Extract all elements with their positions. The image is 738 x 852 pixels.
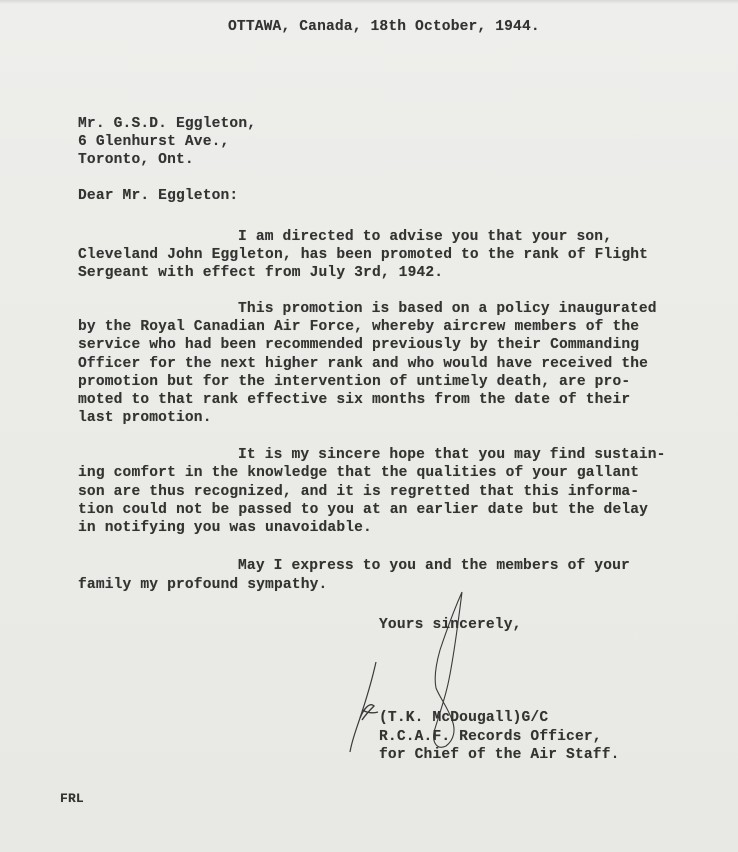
recipient-street: 6 Glenhurst Ave., (78, 134, 230, 150)
closing: Yours sincerely, (379, 617, 522, 633)
paragraph-3-line: tion could not be passed to you at an earlier date but the delay (78, 502, 649, 518)
paragraph-3-line: It is my sincere hope that you may find sustain- (238, 447, 666, 463)
paragraph-2-line: Officer for the next higher rank and who would have received the (78, 356, 649, 372)
dateline: OTTAWA, Canada, 18th October, 1944. (228, 19, 540, 35)
signatory-name: (T.K. McDougall)G/C (379, 710, 549, 726)
signatory-title: R.C.A.F. Records Officer, (379, 729, 602, 745)
paragraph-4-line: May I express to you and the members of your (238, 558, 630, 574)
paragraph-3-line: son are thus recognized, and it is regretted that this informa- (78, 484, 640, 500)
paragraph-2-line: last promotion. (78, 410, 212, 426)
paragraph-2-line: service who had been recommended previously by their Commanding (78, 337, 640, 353)
paragraph-2-line: This promotion is based on a policy inaugurated (238, 301, 657, 317)
paragraph-2-line: promotion but for the intervention of untimely death, are pro- (78, 374, 631, 390)
paragraph-3-line: in notifying you was unavoidable. (78, 520, 372, 536)
paragraph-1-line: Cleveland John Eggleton, has been promoted to the rank of Flight (78, 247, 649, 263)
paragraph-4-line: family my profound sympathy. (78, 577, 328, 593)
signatory-for: for Chief of the Air Staff. (379, 747, 620, 763)
recipient-name: Mr. G.S.D. Eggleton, (78, 116, 257, 132)
paragraph-1-line: Sergeant with effect from July 3rd, 1942. (78, 265, 444, 281)
recipient-city: Toronto, Ont. (78, 152, 194, 168)
salutation: Dear Mr. Eggleton: (78, 188, 239, 204)
typist-initials: FRL (60, 791, 84, 806)
paragraph-1-line: I am directed to advise you that your son, (238, 229, 613, 245)
paragraph-2-line: by the Royal Canadian Air Force, whereby aircrew members of the (78, 319, 640, 335)
paragraph-2-line: moted to that rank effective six months from the date of their (78, 392, 631, 408)
paragraph-3-line: ing comfort in the knowledge that the qualities of your gallant (78, 465, 640, 481)
